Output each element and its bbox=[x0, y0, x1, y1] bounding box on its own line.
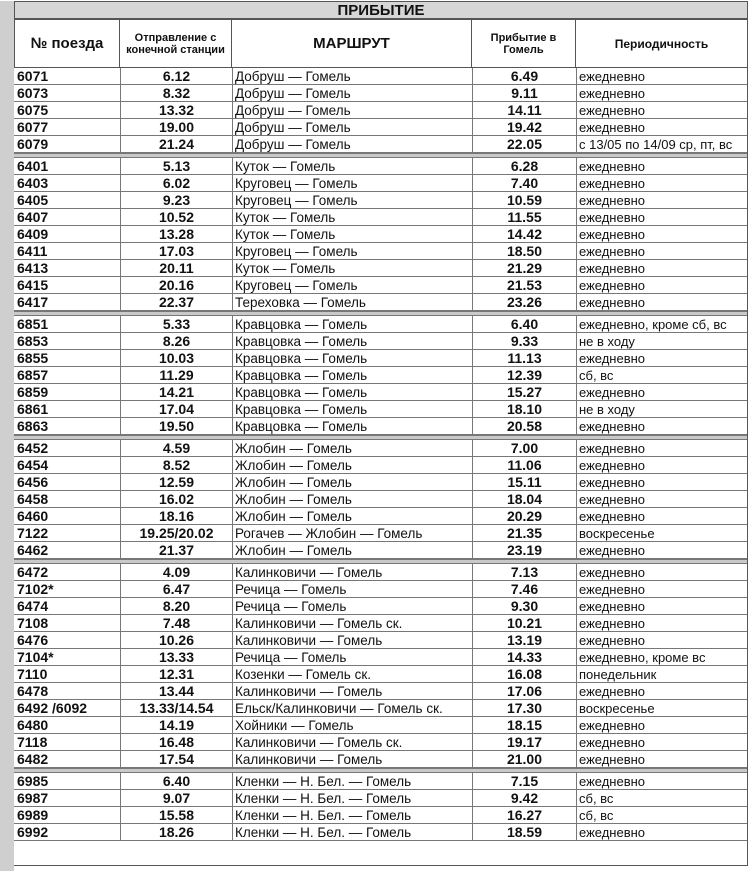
route-cell: Куток — Гомель bbox=[232, 209, 472, 225]
train-number-cell: 6474 bbox=[17, 598, 49, 614]
departure-time-cell: 8.32 bbox=[120, 85, 232, 101]
arrival-time-cell: 16.27 bbox=[472, 807, 576, 823]
arrival-time-cell: 9.42 bbox=[472, 790, 576, 806]
table-row bbox=[14, 632, 748, 649]
departure-time-cell: 9.07 bbox=[120, 790, 232, 806]
periodicity-cell: ежедневно bbox=[576, 581, 748, 597]
arrival-time-cell: 20.58 bbox=[472, 418, 576, 434]
departure-time-cell: 6.12 bbox=[120, 68, 232, 84]
departure-time-cell: 19.25/20.02 bbox=[120, 525, 232, 541]
column-header-train-number: № поезда bbox=[14, 19, 120, 68]
train-number-cell: 6413 bbox=[17, 260, 49, 276]
departure-time-cell: 4.09 bbox=[120, 564, 232, 580]
train-number-cell: 6857 bbox=[17, 367, 49, 383]
column-header-arrival: Прибытие в Гомель bbox=[472, 19, 576, 68]
arrival-time-cell: 10.21 bbox=[472, 615, 576, 631]
train-number-cell: 6987 bbox=[17, 790, 49, 806]
periodicity-cell: сб, вс bbox=[576, 807, 748, 823]
train-number-cell: 7108 bbox=[17, 615, 49, 631]
periodicity-cell: воскресенье bbox=[576, 700, 748, 716]
table-row bbox=[14, 401, 748, 418]
periodicity-cell: ежедневно bbox=[576, 85, 748, 101]
arrival-time-cell: 6.28 bbox=[472, 158, 576, 174]
route-cell: Калинковичи — Гомель bbox=[232, 632, 472, 648]
arrival-time-cell: 14.42 bbox=[472, 226, 576, 242]
periodicity-cell: ежедневно bbox=[576, 226, 748, 242]
arrival-time-cell: 23.19 bbox=[472, 542, 576, 558]
route-cell: Кленки — Н. Бел. — Гомель bbox=[232, 824, 472, 840]
route-cell: Калинковичи — Гомель ск. bbox=[232, 734, 472, 750]
route-cell: Кравцовка — Гомель bbox=[232, 418, 472, 434]
route-cell: Кравцовка — Гомель bbox=[232, 350, 472, 366]
table-frame-right bbox=[747, 1, 748, 866]
route-cell: Речица — Гомель bbox=[232, 649, 472, 665]
departure-time-cell: 4.59 bbox=[120, 440, 232, 456]
arrival-time-cell: 21.53 bbox=[472, 277, 576, 293]
departure-time-cell: 5.33 bbox=[120, 316, 232, 332]
train-number-cell: 6079 bbox=[17, 136, 49, 152]
arrival-time-cell: 9.30 bbox=[472, 598, 576, 614]
table-row bbox=[14, 773, 748, 790]
train-number-cell: 6454 bbox=[17, 457, 49, 473]
periodicity-cell: ежедневно bbox=[576, 175, 748, 191]
departure-time-cell: 10.52 bbox=[120, 209, 232, 225]
train-number-cell: 7102* bbox=[17, 581, 54, 597]
departure-time-cell: 6.47 bbox=[120, 581, 232, 597]
train-number-cell: 6992 bbox=[17, 824, 49, 840]
departure-time-cell: 6.40 bbox=[120, 773, 232, 789]
train-number-cell: 6415 bbox=[17, 277, 49, 293]
train-number-cell: 6989 bbox=[17, 807, 49, 823]
periodicity-cell: ежедневно bbox=[576, 717, 748, 733]
route-cell: Жлобин — Гомель bbox=[232, 474, 472, 490]
table-row bbox=[14, 209, 748, 226]
train-number-cell: 6403 bbox=[17, 175, 49, 191]
arrival-time-cell: 7.40 bbox=[472, 175, 576, 191]
route-cell: Кравцовка — Гомель bbox=[232, 333, 472, 349]
train-number-cell: 6476 bbox=[17, 632, 49, 648]
arrival-time-cell: 12.39 bbox=[472, 367, 576, 383]
table-row bbox=[14, 525, 748, 542]
train-number-cell: 6478 bbox=[17, 683, 49, 699]
departure-time-cell: 10.26 bbox=[120, 632, 232, 648]
arrival-time-cell: 20.29 bbox=[472, 508, 576, 524]
column-header-departure: Отправление с конечной станции bbox=[120, 19, 232, 68]
table-row bbox=[14, 175, 748, 192]
train-number-cell: 6472 bbox=[17, 564, 49, 580]
departure-time-cell: 5.13 bbox=[120, 158, 232, 174]
route-cell: Кленки — Н. Бел. — Гомель bbox=[232, 790, 472, 806]
periodicity-cell: ежедневно bbox=[576, 773, 748, 789]
arrival-time-cell: 23.26 bbox=[472, 294, 576, 310]
periodicity-cell: понедельник bbox=[576, 666, 748, 682]
table-row bbox=[14, 666, 748, 683]
route-cell: Жлобин — Гомель bbox=[232, 508, 472, 524]
periodicity-cell: ежедневно, кроме сб, вс bbox=[576, 316, 748, 332]
left-margin-strip bbox=[0, 1, 14, 871]
arrival-time-cell: 11.06 bbox=[472, 457, 576, 473]
train-number-cell: 6851 bbox=[17, 316, 49, 332]
table-row bbox=[14, 260, 748, 277]
arrival-time-cell: 11.55 bbox=[472, 209, 576, 225]
train-number-cell: 6405 bbox=[17, 192, 49, 208]
table-row bbox=[14, 418, 748, 435]
table-row bbox=[14, 542, 748, 559]
departure-time-cell: 13.33/14.54 bbox=[120, 700, 232, 716]
arrival-time-cell: 21.00 bbox=[472, 751, 576, 767]
periodicity-cell: ежедневно bbox=[576, 350, 748, 366]
departure-time-cell: 21.37 bbox=[120, 542, 232, 558]
arrival-time-cell: 15.27 bbox=[472, 384, 576, 400]
periodicity-cell: ежедневно bbox=[576, 119, 748, 135]
departure-time-cell: 16.48 bbox=[120, 734, 232, 750]
table-title: ПРИБЫТИЕ bbox=[14, 1, 748, 19]
arrival-time-cell: 19.42 bbox=[472, 119, 576, 135]
arrival-time-cell: 6.40 bbox=[472, 316, 576, 332]
route-cell: Козенки — Гомель ск. bbox=[232, 666, 472, 682]
departure-time-cell: 19.00 bbox=[120, 119, 232, 135]
periodicity-cell: ежедневно bbox=[576, 68, 748, 84]
periodicity-cell: ежедневно bbox=[576, 277, 748, 293]
table-row bbox=[14, 824, 748, 841]
arrival-time-cell: 7.15 bbox=[472, 773, 576, 789]
periodicity-cell: ежедневно, кроме вс bbox=[576, 649, 748, 665]
departure-time-cell: 12.59 bbox=[120, 474, 232, 490]
arrival-time-cell: 10.59 bbox=[472, 192, 576, 208]
arrival-time-cell: 15.11 bbox=[472, 474, 576, 490]
table-row bbox=[14, 508, 748, 525]
table-row bbox=[14, 807, 748, 824]
train-number-cell: 7104* bbox=[17, 649, 54, 665]
route-cell: Ельск/Калинковичи — Гомель ск. bbox=[232, 700, 472, 716]
table-row bbox=[14, 294, 748, 311]
table-row bbox=[14, 457, 748, 474]
periodicity-cell: ежедневно bbox=[576, 734, 748, 750]
route-cell: Круговец — Гомель bbox=[232, 175, 472, 191]
departure-time-cell: 6.02 bbox=[120, 175, 232, 191]
train-number-cell: 6411 bbox=[17, 243, 48, 259]
train-number-cell: 7118 bbox=[17, 734, 48, 750]
route-cell: Добруш — Гомель bbox=[232, 136, 472, 152]
periodicity-cell: ежедневно bbox=[576, 192, 748, 208]
table-row bbox=[14, 226, 748, 243]
train-number-cell: 6985 bbox=[17, 773, 49, 789]
periodicity-cell: ежедневно bbox=[576, 294, 748, 310]
table-row bbox=[14, 474, 748, 491]
route-cell: Добруш — Гомель bbox=[232, 102, 472, 118]
route-cell: Кравцовка — Гомель bbox=[232, 384, 472, 400]
periodicity-cell: ежедневно bbox=[576, 508, 748, 524]
table-row bbox=[14, 734, 748, 751]
arrival-time-cell: 9.11 bbox=[472, 85, 576, 101]
train-number-cell: 6462 bbox=[17, 542, 49, 558]
arrival-time-cell: 22.05 bbox=[472, 136, 576, 152]
route-cell: Круговец — Гомель bbox=[232, 192, 472, 208]
periodicity-cell: ежедневно bbox=[576, 598, 748, 614]
departure-time-cell: 11.29 bbox=[120, 367, 232, 383]
departure-time-cell: 21.24 bbox=[120, 136, 232, 152]
departure-time-cell: 8.20 bbox=[120, 598, 232, 614]
table-row bbox=[14, 384, 748, 401]
table-row bbox=[14, 491, 748, 508]
table-row bbox=[14, 649, 748, 666]
periodicity-cell: ежедневно bbox=[576, 824, 748, 840]
periodicity-cell: ежедневно bbox=[576, 102, 748, 118]
arrival-time-cell: 21.35 bbox=[472, 525, 576, 541]
train-number-cell: 6401 bbox=[17, 158, 49, 174]
departure-time-cell: 22.37 bbox=[120, 294, 232, 310]
departure-time-cell: 13.44 bbox=[120, 683, 232, 699]
route-cell: Речица — Гомель bbox=[232, 581, 472, 597]
periodicity-cell: ежедневно bbox=[576, 243, 748, 259]
departure-time-cell: 12.31 bbox=[120, 666, 232, 682]
train-number-cell: 6452 bbox=[17, 440, 49, 456]
route-cell: Калинковичи — Гомель ск. bbox=[232, 615, 472, 631]
route-cell: Добруш — Гомель bbox=[232, 119, 472, 135]
table-row bbox=[14, 192, 748, 209]
departure-time-cell: 17.54 bbox=[120, 751, 232, 767]
periodicity-cell: воскресенье bbox=[576, 525, 748, 541]
route-cell: Круговец — Гомель bbox=[232, 277, 472, 293]
train-number-cell: 6073 bbox=[17, 85, 49, 101]
route-cell: Тереховка — Гомель bbox=[232, 294, 472, 310]
train-number-cell: 6458 bbox=[17, 491, 49, 507]
train-number-cell: 6075 bbox=[17, 102, 49, 118]
arrival-time-cell: 7.00 bbox=[472, 440, 576, 456]
table-row bbox=[14, 102, 748, 119]
table-row bbox=[14, 85, 748, 102]
periodicity-cell: ежедневно bbox=[576, 491, 748, 507]
train-number-cell: 6492 /6092 bbox=[17, 700, 88, 716]
table-row bbox=[14, 158, 748, 175]
periodicity-cell: ежедневно bbox=[576, 158, 748, 174]
train-number-cell: 7122 bbox=[17, 525, 49, 541]
departure-time-cell: 20.16 bbox=[120, 277, 232, 293]
train-number-cell: 6460 bbox=[17, 508, 49, 524]
departure-time-cell: 15.58 bbox=[120, 807, 232, 823]
table-row bbox=[14, 564, 748, 581]
train-number-cell: 6077 bbox=[17, 119, 49, 135]
periodicity-cell: ежедневно bbox=[576, 751, 748, 767]
route-cell: Куток — Гомель bbox=[232, 158, 472, 174]
route-cell: Рогачев — Жлобин — Гомель bbox=[232, 525, 472, 541]
table-row bbox=[14, 440, 748, 457]
periodicity-cell: ежедневно bbox=[576, 542, 748, 558]
arrival-time-cell: 14.11 bbox=[472, 102, 576, 118]
departure-time-cell: 9.23 bbox=[120, 192, 232, 208]
departure-time-cell: 13.28 bbox=[120, 226, 232, 242]
train-number-cell: 6480 bbox=[17, 717, 49, 733]
arrival-time-cell: 17.06 bbox=[472, 683, 576, 699]
departure-time-cell: 13.32 bbox=[120, 102, 232, 118]
route-cell: Калинковичи — Гомель bbox=[232, 751, 472, 767]
train-number-cell: 6407 bbox=[17, 209, 49, 225]
departure-time-cell: 18.26 bbox=[120, 824, 232, 840]
table-row bbox=[14, 277, 748, 294]
table-row bbox=[14, 581, 748, 598]
departure-time-cell: 14.21 bbox=[120, 384, 232, 400]
route-cell: Добруш — Гомель bbox=[232, 68, 472, 84]
periodicity-cell: ежедневно bbox=[576, 418, 748, 434]
train-number-cell: 6417 bbox=[17, 294, 49, 310]
route-cell: Куток — Гомель bbox=[232, 226, 472, 242]
periodicity-cell: сб, вс bbox=[576, 790, 748, 806]
departure-time-cell: 13.33 bbox=[120, 649, 232, 665]
route-cell: Круговец — Гомель bbox=[232, 243, 472, 259]
arrival-time-cell: 16.08 bbox=[472, 666, 576, 682]
table-row bbox=[14, 717, 748, 734]
train-number-cell: 6071 bbox=[17, 68, 49, 84]
table-row bbox=[14, 119, 748, 136]
table-row bbox=[14, 615, 748, 632]
departure-time-cell: 18.16 bbox=[120, 508, 232, 524]
arrival-time-cell: 18.50 bbox=[472, 243, 576, 259]
route-cell: Речица — Гомель bbox=[232, 598, 472, 614]
departure-time-cell: 10.03 bbox=[120, 350, 232, 366]
train-number-cell: 6863 bbox=[17, 418, 49, 434]
table-row bbox=[14, 700, 748, 717]
train-number-cell: 7110 bbox=[17, 666, 48, 682]
periodicity-cell: с 13/05 по 14/09 ср, пт, вс bbox=[576, 136, 748, 152]
departure-time-cell: 17.04 bbox=[120, 401, 232, 417]
route-cell: Калинковичи — Гомель bbox=[232, 683, 472, 699]
column-header-route: МАРШРУТ bbox=[232, 19, 472, 68]
departure-time-cell: 14.19 bbox=[120, 717, 232, 733]
table-row bbox=[14, 350, 748, 367]
arrival-time-cell: 9.33 bbox=[472, 333, 576, 349]
periodicity-cell: ежедневно bbox=[576, 564, 748, 580]
departure-time-cell: 16.02 bbox=[120, 491, 232, 507]
table-row bbox=[14, 683, 748, 700]
train-number-cell: 6853 bbox=[17, 333, 49, 349]
route-cell: Кравцовка — Гомель bbox=[232, 367, 472, 383]
route-cell: Жлобин — Гомель bbox=[232, 440, 472, 456]
route-cell: Жлобин — Гомель bbox=[232, 542, 472, 558]
table-row bbox=[14, 751, 748, 768]
periodicity-cell: не в ходу bbox=[576, 333, 748, 349]
table-row bbox=[14, 598, 748, 615]
train-number-cell: 6456 bbox=[17, 474, 49, 490]
train-number-cell: 6482 bbox=[17, 751, 49, 767]
train-number-cell: 6859 bbox=[17, 384, 49, 400]
route-cell: Добруш — Гомель bbox=[232, 85, 472, 101]
arrival-time-cell: 14.33 bbox=[472, 649, 576, 665]
route-cell: Хойники — Гомель bbox=[232, 717, 472, 733]
table-row bbox=[14, 790, 748, 807]
arrival-time-cell: 13.19 bbox=[472, 632, 576, 648]
periodicity-cell: ежедневно bbox=[576, 474, 748, 490]
train-number-cell: 6409 bbox=[17, 226, 49, 242]
column-header-periodicity: Периодичность bbox=[576, 19, 748, 68]
departure-time-cell: 8.26 bbox=[120, 333, 232, 349]
route-cell: Кленки — Н. Бел. — Гомель bbox=[232, 807, 472, 823]
table-row bbox=[14, 333, 748, 350]
departure-time-cell: 7.48 bbox=[120, 615, 232, 631]
arrival-time-cell: 19.17 bbox=[472, 734, 576, 750]
departure-time-cell: 17.03 bbox=[120, 243, 232, 259]
periodicity-cell: ежедневно bbox=[576, 683, 748, 699]
table-row bbox=[14, 136, 748, 153]
arrival-time-cell: 7.13 bbox=[472, 564, 576, 580]
train-number-cell: 6861 bbox=[17, 401, 49, 417]
arrival-time-cell: 18.10 bbox=[472, 401, 576, 417]
periodicity-cell: ежедневно bbox=[576, 440, 748, 456]
departure-time-cell: 19.50 bbox=[120, 418, 232, 434]
route-cell: Куток — Гомель bbox=[232, 260, 472, 276]
periodicity-cell: не в ходу bbox=[576, 401, 748, 417]
route-cell: Кравцовка — Гомель bbox=[232, 401, 472, 417]
train-number-cell: 6855 bbox=[17, 350, 49, 366]
route-cell: Жлобин — Гомель bbox=[232, 457, 472, 473]
arrival-time-cell: 17.30 bbox=[472, 700, 576, 716]
arrival-time-cell: 6.49 bbox=[472, 68, 576, 84]
arrival-time-cell: 18.15 bbox=[472, 717, 576, 733]
periodicity-cell: ежедневно bbox=[576, 384, 748, 400]
table-row bbox=[14, 316, 748, 333]
arrival-time-cell: 18.59 bbox=[472, 824, 576, 840]
departure-time-cell: 20.11 bbox=[120, 260, 232, 276]
table-row bbox=[14, 367, 748, 384]
route-cell: Кленки — Н. Бел. — Гомель bbox=[232, 773, 472, 789]
periodicity-cell: ежедневно bbox=[576, 260, 748, 276]
table-row bbox=[14, 68, 748, 85]
arrival-time-cell: 21.29 bbox=[472, 260, 576, 276]
arrival-time-cell: 11.13 bbox=[472, 350, 576, 366]
route-cell: Кравцовка — Гомель bbox=[232, 316, 472, 332]
arrival-time-cell: 18.04 bbox=[472, 491, 576, 507]
table-frame-bottom bbox=[14, 865, 748, 866]
periodicity-cell: ежедневно bbox=[576, 632, 748, 648]
periodicity-cell: сб, вс bbox=[576, 367, 748, 383]
table-row bbox=[14, 243, 748, 260]
arrival-time-cell: 7.46 bbox=[472, 581, 576, 597]
route-cell: Жлобин — Гомель bbox=[232, 491, 472, 507]
periodicity-cell: ежедневно bbox=[576, 615, 748, 631]
periodicity-cell: ежедневно bbox=[576, 209, 748, 225]
periodicity-cell: ежедневно bbox=[576, 457, 748, 473]
route-cell: Калинковичи — Гомель bbox=[232, 564, 472, 580]
departure-time-cell: 8.52 bbox=[120, 457, 232, 473]
